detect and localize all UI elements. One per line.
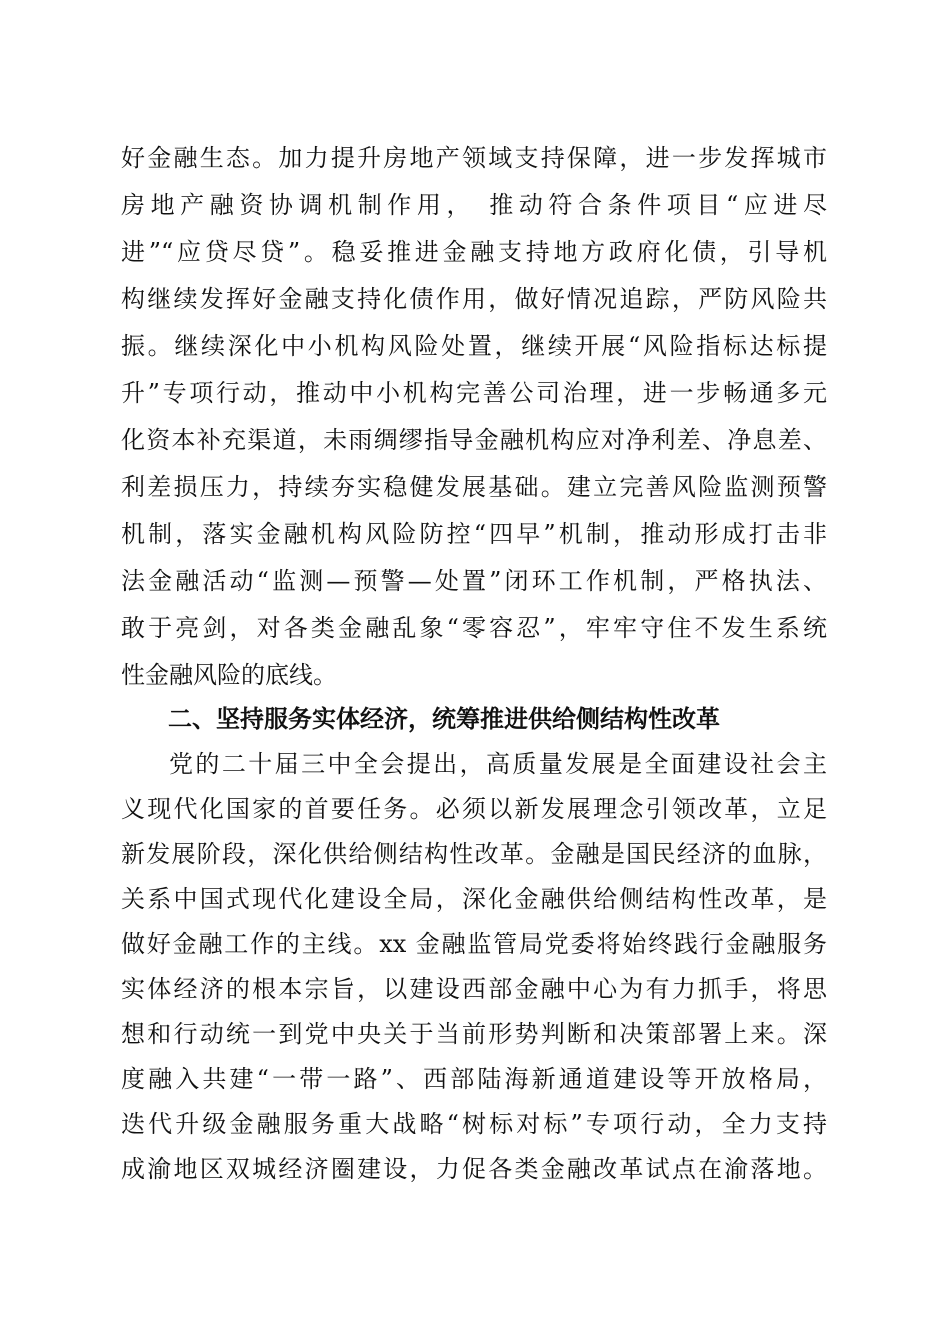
paragraph-line: 性金融风险的底线。 [121,661,337,689]
paragraph-line: 敢于亮剑，对各类金融乱象“零容忍”，牢牢守住不发生系统 [121,614,827,642]
paragraph-line: 义现代化国家的首要任务。必须以新发展理念引领改革，立足 [121,795,827,823]
paragraph-line: 振。继续深化中小机构风险处置，继续开展“风险指标达标提 [121,332,827,360]
paragraph-line: 实体经济的根本宗旨，以建设西部金融中心为有力抓手，将思 [121,975,827,1003]
paragraph-line: 成渝地区双城经济圈建设，力促各类金融改革试点在渝落地。 [121,1155,827,1183]
paragraph-line: 机制，落实金融机构风险防控“四早”机制，推动形成打击非 [121,520,827,548]
paragraph-line: 好金融生态。加力提升房地产领域支持保障，进一步发挥城市 [121,144,827,172]
paragraph-line: 做好金融工作的主线。xx 金融监管局党委将始终践行金融服务 [121,930,827,958]
paragraph-line: 构继续发挥好金融支持化债作用，做好情况追踪，严防风险共 [121,285,827,313]
paragraph-line: 度融入共建“一带一路”、西部陆海新通道建设等开放格局， [121,1065,827,1093]
section-heading: 二、坚持服务实体经济，统筹推进供给侧结构性改革 [168,705,720,733]
paragraph-line: 党的二十届三中全会提出，高质量发展是全面建设社会主 [169,750,827,778]
paragraph-line: 新发展阶段，深化供给侧结构性改革。金融是国民经济的血脉， [121,840,827,868]
paragraph-line: 化资本补充渠道，未雨绸缪指导金融机构应对净利差、净息差、 [121,426,827,454]
paragraph-line: 升”专项行动，推动中小机构完善公司治理，进一步畅通多元 [121,379,827,407]
paragraph-line: 想和行动统一到党中央关于当前形势判断和决策部署上来。深 [121,1020,827,1048]
paragraph-line: 利差损压力，持续夯实稳健发展基础。建立完善风险监测预警 [121,473,827,501]
paragraph-line: 法金融活动“监测—预警—处置”闭环工作机制，严格执法、 [121,567,827,595]
paragraph-line: 进”“应贷尽贷”。稳妥推进金融支持地方政府化债，引导机 [121,238,827,266]
paragraph-line: 迭代升级金融服务重大战略“树标对标”专项行动，全力支持 [121,1110,827,1138]
paragraph-line: 关系中国式现代化建设全局，深化金融供给侧结构性改革，是 [121,885,827,913]
paragraph-line: 房地产融资协调机制作用， 推动符合条件项目“应进尽 [121,191,827,219]
